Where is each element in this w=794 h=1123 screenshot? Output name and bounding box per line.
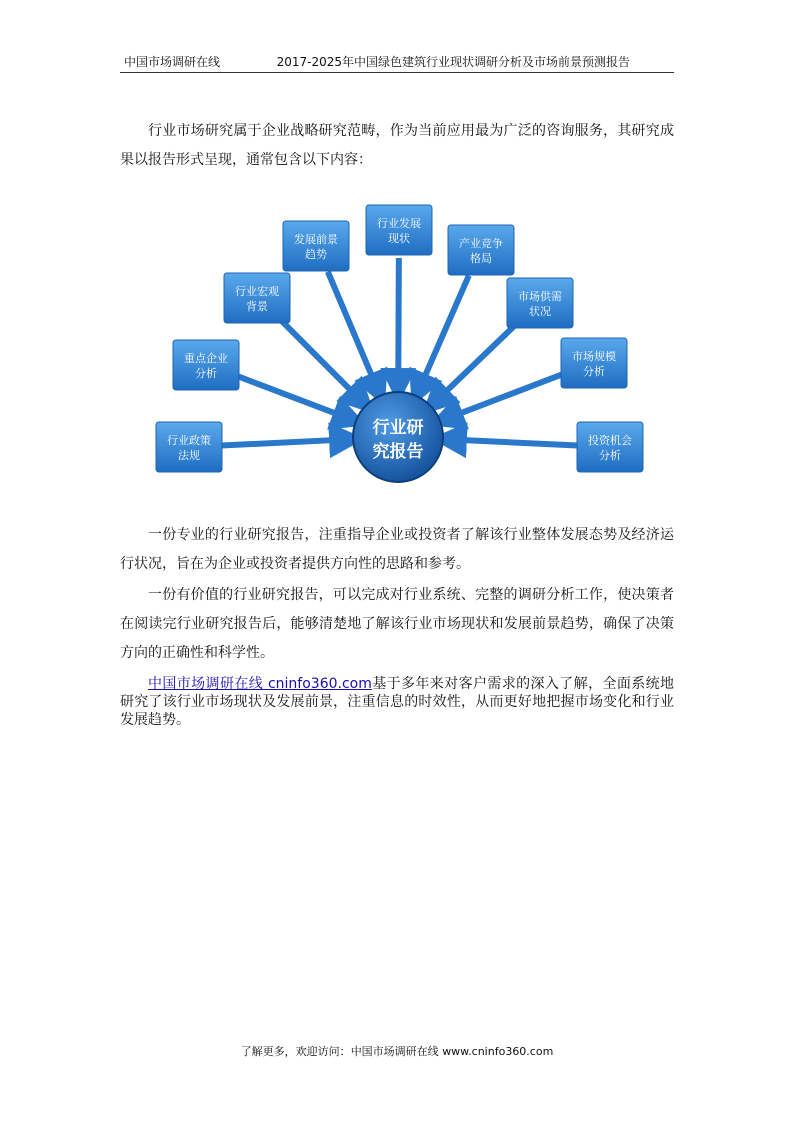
diagram-node-label: 背景 xyxy=(246,300,268,313)
about-site-text: 基于多年来对客户需求的深入了解，全面系统地研究了该行业市场现状及发展前景，注重信息的时效性，从而更好地把握市场变化和行业发展趋势。 xyxy=(120,676,675,728)
diagram-node-label: 产业竞争 xyxy=(459,237,503,250)
footer-url[interactable]: www.cninfo360.com xyxy=(442,1045,554,1058)
diagram-node xyxy=(224,273,290,323)
diagram-node-label: 格局 xyxy=(470,252,492,265)
center-label-line1: 行业研 xyxy=(372,418,424,438)
diagram-node-label: 市场规模 xyxy=(572,350,616,363)
diagram-node xyxy=(561,338,627,388)
diagram-node xyxy=(448,225,514,275)
diagram-node-label: 趋势 xyxy=(305,248,327,261)
diagram-arrow xyxy=(278,318,361,402)
header-site-name: 中国市场调研在线 xyxy=(124,55,221,69)
diagram-node-label: 行业发展 xyxy=(377,217,421,230)
report-contents-diagram xyxy=(140,195,650,500)
diagram-node-box xyxy=(366,205,432,255)
diagram-arrow xyxy=(435,322,518,402)
diagram-arrow xyxy=(398,258,399,386)
diagram-node xyxy=(156,422,222,472)
page-footer xyxy=(0,1043,794,1059)
diagram-arrow xyxy=(446,373,566,419)
diagram-node-label: 投资机会 xyxy=(588,434,632,447)
diagram-arrow xyxy=(234,375,350,419)
diagram-node-label: 分析 xyxy=(195,367,217,380)
diagram-node-label: 分析 xyxy=(583,365,605,378)
diagram-node-box xyxy=(283,221,349,271)
diagram-arrow xyxy=(219,439,347,445)
diagram-node-box xyxy=(173,340,239,390)
diagram-node xyxy=(577,422,643,472)
header-report-title: 2017-2025年中国绿色建筑行业现状调研分析及市场前景预测报告 xyxy=(276,55,630,69)
intro-paragraph: 行业市场研究属于企业战略研究范畴，作为当前应用最为广泛的咨询服务，其研究成果以报告形式呈现，通常包含以下内容： xyxy=(120,123,674,168)
diagram-node-box xyxy=(577,422,643,472)
diagram-node-label: 行业政策 xyxy=(167,434,211,447)
paragraph-valuable-report: 一份有价值的行业研究报告，可以完成对行业系统、完整的调研分析工作，使决策者在阅读完行业研究报告后，能够清楚地了解该行业市场现状和发展前景趋势，确保了决策方向的正确性和科学性。 xyxy=(120,587,674,661)
diagram-node xyxy=(507,278,573,328)
diagram-node-box xyxy=(156,422,222,472)
center-label-line2: 究报告 xyxy=(372,442,424,462)
diagram-node-label: 行业宏观 xyxy=(235,285,279,298)
diagram-node-label: 重点企业 xyxy=(184,352,228,365)
diagram-node-label: 法规 xyxy=(178,449,200,462)
paragraph-professional-report: 一份专业的行业研究报告，注重指导企业或投资者了解该行业整体发展态势及经济运行状况，旨在为企业或投资者提供方向性的思路和参考。 xyxy=(120,527,674,572)
paragraph-about-site xyxy=(120,675,674,729)
site-link-domain: cninfo360.com xyxy=(267,676,372,692)
site-link-name: 中国市场调研在线 xyxy=(148,676,264,692)
diagram-node xyxy=(366,205,432,255)
diagram-node-label: 状况 xyxy=(529,305,551,318)
diagram-arrow xyxy=(449,439,580,445)
diagram-node xyxy=(283,221,349,271)
diagram-node-box xyxy=(448,225,514,275)
diagram-node-box xyxy=(561,338,627,388)
site-link[interactable] xyxy=(148,676,372,692)
diagram-node-box xyxy=(507,278,573,328)
footer-prefix: 了解更多，欢迎访问： xyxy=(240,1045,351,1058)
diagram-node-box xyxy=(224,273,290,323)
diagram-node-label: 发展前景 xyxy=(294,233,338,246)
diagram-node-label: 现状 xyxy=(388,232,410,245)
footer-site-name: 中国市场调研在线 xyxy=(350,1045,439,1058)
diagram-node-label: 市场供需 xyxy=(518,290,562,303)
diagram-node xyxy=(173,340,239,390)
page-header xyxy=(120,50,674,73)
diagram-node-label: 分析 xyxy=(599,449,621,462)
center-node xyxy=(353,392,443,482)
